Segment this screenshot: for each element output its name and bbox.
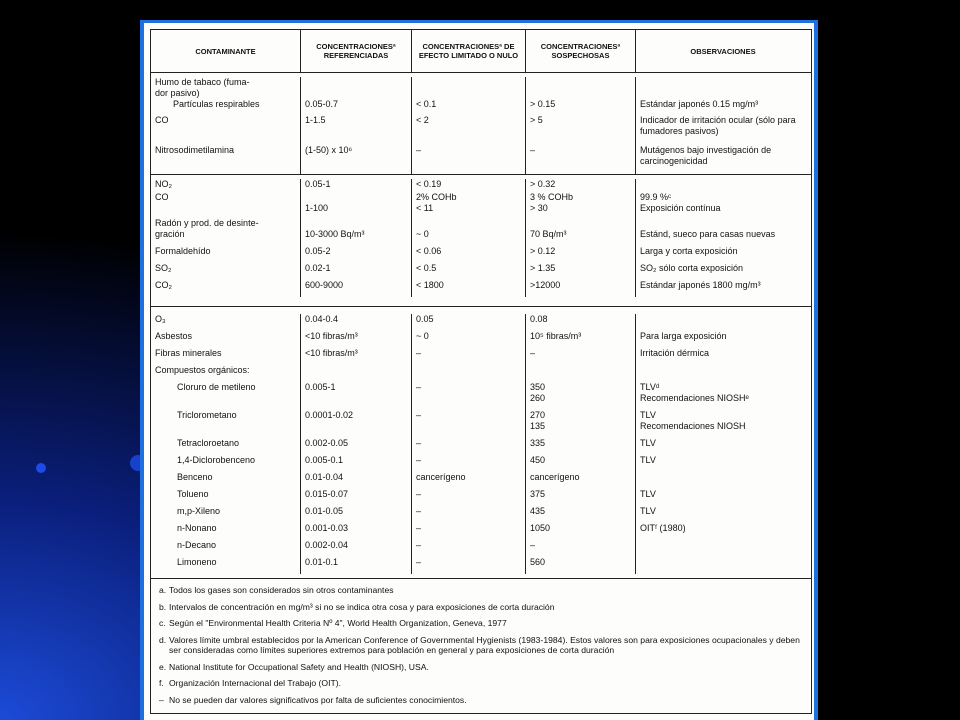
cell-efecto: – (412, 382, 526, 393)
cell-referenciadas: 0.02-1 (301, 263, 412, 280)
header-contaminante: CONTAMINANTE (151, 30, 301, 72)
cell-contaminante: Limoneno (151, 557, 301, 574)
footnote (159, 662, 803, 673)
cell-referenciadas: 0.04-0.4 (301, 314, 412, 331)
table-row (151, 77, 811, 88)
footnote (159, 618, 803, 629)
cell-sospechosas (526, 218, 636, 229)
footnote-key: – (159, 694, 164, 705)
header-referenciadas: CONCENTRACIONESª REFERENCIADAS (301, 30, 412, 72)
table-row (151, 455, 811, 472)
section-otros (151, 307, 811, 579)
cell-referenciadas: 0.002-0.04 (301, 540, 412, 557)
cell-efecto: cancerígeno (412, 472, 526, 489)
cell-observaciones: Para larga exposición (640, 331, 727, 341)
table-row (151, 557, 811, 574)
cell-observaciones: TLV (640, 438, 656, 448)
cell-observaciones: SO₂ sólo corta exposición (640, 263, 744, 273)
cell-contaminante: Triclorometano (151, 410, 301, 421)
cell-referenciadas: 0.01-0.1 (301, 557, 412, 574)
table-row (151, 506, 811, 523)
header-sospechosas: CONCENTRACIONESª SOSPECHOSAS (526, 30, 636, 72)
cell-contaminante: gración (151, 229, 301, 246)
document-page (144, 23, 814, 720)
cell-efecto (412, 393, 526, 410)
footnote (159, 695, 803, 706)
footnote-key: f. (159, 678, 164, 688)
cell-efecto (412, 365, 526, 382)
table-row (151, 331, 811, 348)
cell-contaminante: Radón y prod. de desinte- (151, 218, 301, 229)
cell-contaminante: NO₂ (151, 179, 301, 192)
cell-empty (636, 77, 810, 88)
cell-efecto: – (412, 523, 526, 540)
cell-efecto: – (412, 410, 526, 421)
cell-contaminante: Tetracloroetano (151, 438, 301, 455)
cell-referenciadas: <10 fibras/m³ (301, 331, 412, 348)
cell-efecto: ~ 0 (412, 229, 526, 246)
cell-efecto: < 0.5 (412, 263, 526, 280)
cell-sospechosas: > 0.12 (526, 246, 636, 263)
table-row (151, 192, 811, 203)
cell-referenciadas (301, 218, 412, 229)
cell-sospechosas: 560 (526, 557, 636, 574)
cell-referenciadas: 10-3000 Bq/m³ (301, 229, 412, 246)
cell-observaciones (636, 557, 810, 574)
cell-observaciones: Recomendaciones NIOSHᵉ (640, 393, 749, 403)
cell-referenciadas: 0.05-0.7 (301, 99, 412, 115)
footnote-key: c. (159, 618, 166, 628)
cell-referenciadas (301, 365, 412, 382)
cell-referenciadas: 0.001-0.03 (301, 523, 412, 540)
cell-sospechosas: cancerígeno (526, 472, 636, 489)
footnote-text: No se pueden dar valores significativos por falta de suficientes conocimientos. (169, 694, 467, 705)
cell-contaminante: 1,4-Diclorobenceno (151, 455, 301, 472)
cell-sospechosas: 335 (526, 438, 636, 455)
table-row (151, 314, 811, 331)
cell-sospechosas: > 1.35 (526, 263, 636, 280)
table-row (151, 410, 811, 421)
table-row (151, 438, 811, 455)
cell-empty (412, 77, 526, 88)
table-row (151, 393, 811, 410)
cell-referenciadas (301, 421, 412, 438)
cell-sospechosas: >12000 (526, 280, 636, 297)
cell-referenciadas: 600-9000 (301, 280, 412, 297)
table-row (151, 179, 811, 192)
table-row (151, 382, 811, 393)
cell-contaminante: Cloruro de metileno (151, 382, 301, 393)
table-row (151, 88, 811, 99)
cell-referenciadas: 0.005-1 (301, 382, 412, 393)
cell-efecto: < 0.19 (412, 179, 526, 192)
cell-contaminante (151, 203, 301, 218)
cell-observaciones (636, 472, 810, 489)
cell-referenciadas: 0.002-0.05 (301, 438, 412, 455)
cell-efecto: < 0.06 (412, 246, 526, 263)
table-row (151, 280, 811, 297)
cell-observaciones: Larga y corta exposición (640, 246, 738, 256)
cell-observaciones: Mutágenos bajo investigación de carcinogenicidad (640, 145, 772, 166)
cell-sospechosas: > 30 (526, 203, 636, 218)
cell-referenciadas: 0.05-2 (301, 246, 412, 263)
footnote-key: d. (159, 634, 167, 645)
footnote-text: Según el "Environmental Health Criteria Nº 4", World Health Organization, Geneva, 1977 (169, 618, 507, 628)
cell-efecto: < 2 (412, 115, 526, 145)
cell-observaciones: 99.9 %ᶜ (640, 192, 672, 202)
cell-observaciones: Estándar japonés 1800 mg/m³ (640, 280, 761, 290)
cell-efecto: – (412, 455, 526, 472)
pollutant-table (150, 29, 812, 714)
cell-contaminante (151, 393, 301, 410)
cell-contaminante (151, 421, 301, 438)
cell-observaciones (636, 179, 810, 192)
table-row (151, 115, 811, 145)
cell-referenciadas: <10 fibras/m³ (301, 348, 412, 365)
cell-sospechosas: 70 Bq/m³ (526, 229, 636, 246)
cell-sospechosas: 450 (526, 455, 636, 472)
cell-observaciones: Recomendaciones NIOSH (640, 421, 746, 431)
cell-efecto (412, 421, 526, 438)
cell-contaminante: Tolueno (151, 489, 301, 506)
cell-observaciones: Irritación dérmica (640, 348, 710, 358)
header-observaciones: OBSERVACIONES (690, 46, 756, 56)
cell-observaciones: TLV (640, 506, 656, 516)
table-row (151, 472, 811, 489)
cell-observaciones (636, 314, 810, 331)
cell-efecto (412, 218, 526, 229)
cell-referenciadas (301, 393, 412, 410)
cell-contaminante: O₃ (151, 314, 301, 331)
footnote-key: a. (159, 585, 167, 595)
table-row (151, 229, 811, 246)
cell-observaciones (636, 218, 810, 229)
cell-efecto: 2% COHb (412, 192, 526, 203)
footnote (159, 602, 803, 613)
cell-empty (526, 88, 636, 99)
footnote (159, 678, 803, 689)
section-tabaco (151, 73, 811, 175)
cell-empty (412, 88, 526, 99)
cell-observaciones (636, 540, 810, 557)
cell-contaminante: n-Decano (151, 540, 301, 557)
table-row (151, 540, 811, 557)
footnote-key: b. (159, 601, 167, 612)
cell-observaciones (636, 365, 810, 382)
cell-observaciones: TLVᵈ (640, 382, 660, 392)
cell-efecto: < 0.1 (412, 99, 526, 115)
table-row (151, 348, 811, 365)
cell-efecto: – (412, 348, 526, 365)
footnote-text: Todos los gases son considerados sin otros contaminantes (169, 585, 394, 595)
cell-sospechosas: – (526, 348, 636, 365)
cell-sospechosas: 10⁵ fibras/m³ (526, 331, 636, 348)
table-row (151, 99, 811, 115)
cell-contaminante: CO (151, 115, 301, 145)
cell-observaciones: Estánd, sueco para casas nuevas (640, 229, 776, 239)
table-row (151, 263, 811, 280)
table-row (151, 203, 811, 218)
cell-efecto: – (412, 438, 526, 455)
cell-efecto: 0.05 (412, 314, 526, 331)
cell-observaciones: TLV (640, 410, 656, 420)
cell-sospechosas: 260 (526, 393, 636, 410)
table-row (151, 523, 811, 540)
table-row (151, 365, 811, 382)
cell-empty (301, 77, 412, 88)
table-row (151, 489, 811, 506)
cell-contaminante: dor pasivo) (151, 88, 301, 99)
table-row (151, 218, 811, 229)
cell-contaminante: Humo de tabaco (fuma- (151, 77, 301, 88)
cell-sospechosas: – (526, 540, 636, 557)
cell-efecto: – (412, 540, 526, 557)
section-gases (151, 175, 811, 307)
cell-observaciones: Exposición contínua (640, 203, 721, 213)
slide-frame (140, 20, 818, 720)
cell-efecto: – (412, 506, 526, 523)
cell-referenciadas: 0.005-0.1 (301, 455, 412, 472)
footnote-text: National Institute for Occupational Safety and Health (NIOSH), USA. (169, 661, 429, 672)
cell-observaciones: Indicador de irritación ocular (sólo para fumadores pasivos) (640, 115, 796, 136)
cell-referenciadas: 0.015-0.07 (301, 489, 412, 506)
cell-contaminante: CO₂ (151, 280, 301, 297)
table-footnotes (151, 579, 811, 713)
cell-contaminante: SO₂ (151, 263, 301, 280)
cell-sospechosas: 0.08 (526, 314, 636, 331)
footnote (159, 635, 803, 656)
cell-sospechosas: – (526, 145, 636, 175)
cell-referenciadas: 0.0001-0.02 (301, 410, 412, 421)
cell-efecto: – (412, 557, 526, 574)
footnote-text: Valores límite umbral establecidos por la American Conference of Governmental Hygienists (1983-1984). Estos valores son para exposiciones ocupacionales y deben ser consideradas como límites superiores extremos para población en general y para exposiciones de corta duración (169, 634, 800, 655)
cell-efecto: < 1800 (412, 280, 526, 297)
cell-observaciones: TLV (640, 455, 656, 465)
footnote (159, 585, 803, 596)
cell-contaminante: Nitrosodimetilamina (151, 145, 301, 175)
cell-contaminante: Fibras minerales (151, 348, 301, 365)
table-header (151, 30, 811, 73)
cell-efecto: – (412, 145, 526, 175)
cell-contaminante: Benceno (151, 472, 301, 489)
cell-sospechosas: 1050 (526, 523, 636, 540)
cell-contaminante: Asbestos (151, 331, 301, 348)
table-row (151, 421, 811, 438)
cell-referenciadas: (1-50) x 10⁶ (301, 145, 412, 175)
cell-contaminante: n-Nonano (151, 523, 301, 540)
cell-efecto: – (412, 489, 526, 506)
cell-sospechosas: 435 (526, 506, 636, 523)
cell-empty (636, 88, 810, 99)
cell-efecto: < 11 (412, 203, 526, 218)
table-row (151, 145, 811, 175)
cell-referenciadas: 0.01-0.05 (301, 506, 412, 523)
cell-sospechosas: > 0.15 (526, 99, 636, 115)
decorative-dot (36, 463, 46, 473)
cell-sospechosas: > 5 (526, 115, 636, 145)
cell-sospechosas: 3 % COHb (526, 192, 636, 203)
footnote-key: e. (159, 661, 167, 672)
cell-observaciones: Estándar japonés 0.15 mg/m³ (640, 99, 759, 109)
cell-contaminante: Compuestos orgánicos: (151, 365, 301, 382)
cell-empty (301, 88, 412, 99)
header-efecto-limitado: CONCENTRACIONESª DE EFECTO LIMITADO O NULO (412, 30, 526, 72)
cell-sospechosas (526, 365, 636, 382)
cell-referenciadas (301, 192, 412, 203)
cell-referenciadas: 1-1.5 (301, 115, 412, 145)
cell-referenciadas: 0.01-0.04 (301, 472, 412, 489)
cell-contaminante: Partículas respirables (151, 99, 301, 115)
cell-sospechosas: > 0.32 (526, 179, 636, 192)
cell-sospechosas: 135 (526, 421, 636, 438)
cell-contaminante: m,p-Xileno (151, 506, 301, 523)
cell-observaciones: TLV (640, 489, 656, 499)
cell-sospechosas: 270 (526, 410, 636, 421)
cell-referenciadas: 0.05-1 (301, 179, 412, 192)
cell-efecto: ~ 0 (412, 331, 526, 348)
cell-observaciones: OITᶠ (1980) (640, 523, 686, 533)
footnote-text: Organización Internacional del Trabajo (OIT). (169, 678, 341, 688)
cell-contaminante: CO (151, 192, 301, 203)
table-row (151, 246, 811, 263)
footnote-text: Intervalos de concentración en mg/m³ si no se indica otra cosa y para exposiciones de corta duración (169, 601, 555, 612)
cell-referenciadas: 1-100 (301, 203, 412, 218)
cell-empty (526, 77, 636, 88)
cell-sospechosas: 375 (526, 489, 636, 506)
cell-contaminante: Formaldehído (151, 246, 301, 263)
cell-sospechosas: 350 (526, 382, 636, 393)
